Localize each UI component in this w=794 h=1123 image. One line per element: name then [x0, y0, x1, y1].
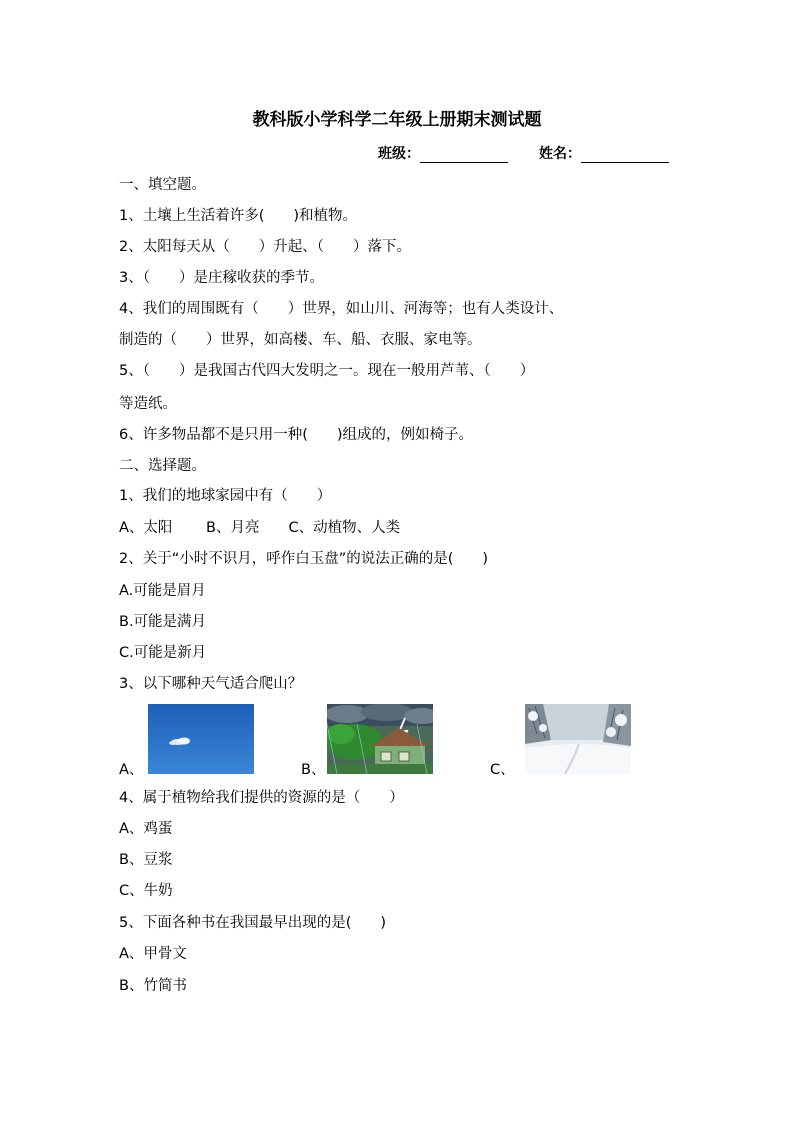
storm-image	[327, 704, 433, 774]
fill-question-6: 6、许多物品都不是只用一种( )组成的，例如椅子。	[119, 427, 474, 443]
page-title: 教科版小学科学二年级上册期末测试题	[252, 110, 542, 130]
choice-question-5-option-b: B、竹简书	[119, 978, 187, 994]
choice-question-3: 3、以下哪种天气适合爬山？	[119, 676, 303, 692]
choice-question-2-option-b: B.可能是满月	[119, 614, 207, 630]
section-heading-fill: 一、填空题。	[119, 177, 206, 193]
class-field	[378, 143, 508, 163]
name-field	[539, 143, 669, 163]
choice-question-4: 4、属于植物给我们提供的资源的是（ ）	[119, 790, 404, 806]
fill-question-5: 5、（ ）是我国古代四大发明之一。现在一般用芦苇、（ ）	[119, 363, 535, 379]
choice-question-4-option-b: B、豆浆	[119, 852, 173, 868]
choice-question-1: 1、我们的地球家园中有（ ）	[119, 488, 332, 504]
snow-image	[525, 704, 631, 774]
name-label: 姓名：	[539, 146, 581, 162]
fill-question-4: 4、我们的周围既有（ ）世界，如山川、河海等；也有人类设计、	[119, 301, 564, 317]
option-a-label: A、	[119, 762, 144, 778]
class-label: 班级：	[378, 146, 420, 162]
name-blank[interactable]	[581, 146, 669, 163]
choice-question-4-option-a: A、鸡蛋	[119, 821, 173, 837]
choice-question-5: 5、下面各种书在我国最早出现的是( )	[119, 915, 387, 931]
class-blank[interactable]	[420, 146, 508, 163]
option-b-label: B、	[301, 762, 326, 778]
choice-question-2: 2、关于“小时不识月，呼作白玉盘”的说法正确的是( )	[119, 551, 489, 567]
choice-question-2-option-a: A.可能是眉月	[119, 583, 206, 599]
choice-question-4-option-c: C、牛奶	[119, 883, 173, 899]
option-c-label: C、	[490, 762, 515, 778]
section-heading-choice: 二、选择题。	[119, 458, 206, 474]
fill-question-5-cont: 等造纸。	[119, 396, 177, 412]
fill-question-1: 1、土壤上生活着许多( )和植物。	[119, 208, 358, 224]
sunny-sky-image	[148, 704, 254, 774]
choice-question-1-options: A、太阳 B、月亮 C、动植物、人类	[119, 520, 401, 536]
fill-question-4-cont: 制造的（ ）世界，如高楼、车、船、衣服、家电等。	[119, 332, 482, 348]
fill-question-3: 3、（ ）是庄稼收获的季节。	[119, 270, 324, 286]
choice-question-5-option-a: A、甲骨文	[119, 946, 187, 962]
choice-question-2-option-c: C.可能是新月	[119, 645, 207, 661]
fill-question-2: 2、太阳每天从（ ）升起、（ ）落下。	[119, 239, 411, 255]
